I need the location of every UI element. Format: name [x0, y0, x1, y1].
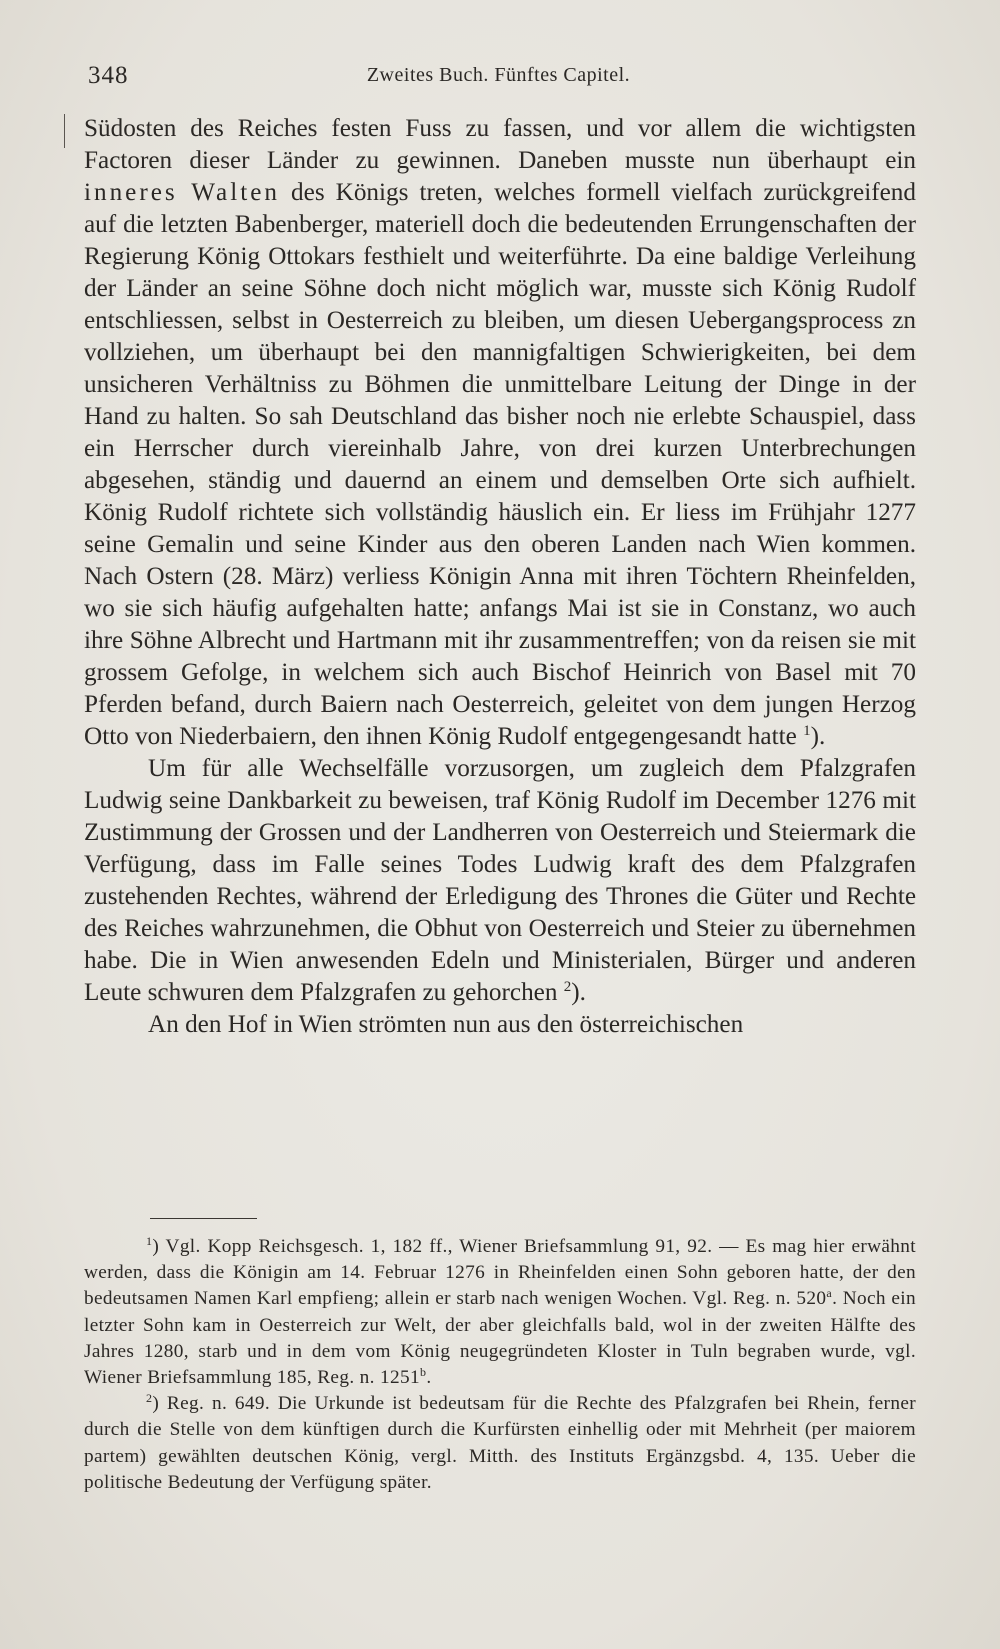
footnote-1-sup-a: a	[826, 1286, 833, 1301]
footnote-ref-2: 2	[563, 979, 572, 995]
footnote-1-sup-b: b	[419, 1365, 427, 1380]
footnote-2	[84, 1391, 916, 1496]
footnote-2-mark: 2	[146, 1391, 153, 1406]
paragraph-1	[84, 113, 916, 753]
spaced-emphasis: inneres Walten	[84, 179, 281, 206]
paragraph-3: An den Hof in Wien strömten nun aus den österreichischen	[148, 1011, 744, 1038]
paragraph-1-text-a: Südosten des Reiches festen Fuss zu fassen, und vor allem die wichtigsten Factoren dieser Länder zu gewinnen. Daneben musste nun überhaupt ein	[84, 115, 916, 174]
margin-mark	[64, 114, 65, 148]
footnote-divider	[150, 1218, 257, 1219]
footnote-1-end: .	[426, 1367, 432, 1389]
footnote-1-mark: 1	[146, 1234, 153, 1248]
paragraph-1-text-b: des Königs treten, welches formell vielfach zurückgreifend auf die letzten Babenberger, materiell doch die bedeutenden Errungenschaften der Regierung König Ottokars festhielt und weiterführte. Da eine baldige Verleihung der Länder an seine Söhne doch nicht möglich war, musste sich König Rudolf entschliessen, selbst in Oesterreich zu bleiben, um diesen Uebergangsprocess zn vollziehen, um überhaupt bei den mannigfaltigen Schwierigkeiten, bei dem unsicheren Verhältniss zu Böhmen die unmittelbare Leitung der Dinge in der Hand zu halten. So sah Deutschland das bisher noch nie erlebte Schauspiel, dass ein Herrscher durch viereinhalb Jahre, von drei kurzen Unterbrechungen abgesehen, ständig und dauernd an einem und demselben Orte sich aufhielt. König Rudolf richtete sich vollständig häuslich ein. Er liess im Frühjahr 1277 seine Gemalin und seine Kinder aus den oberen Landen nach Wien kommen. Nach Ostern (28. März) verliess Königin Anna mit ihren Töchtern Rheinfelden, wo sie sich häufig aufgehalten hatte; anfangs Mai ist sie in Constanz, wo auch ihre Söhne Albrecht und Hartmann mit ihr zusammentreffen; von da reisen sie mit grossem Gefolge, in welchem sich auch Bischof Heinrich von Basel mit 70 Pferden befand, durch Baiern nach Oesterreich, geleitet von dem jungen Herzog Otto von Niederbaiern, den ihnen König Rudolf entgegengesandt hatte	[84, 179, 916, 750]
paragraph-1-end: ).	[810, 723, 826, 750]
footnotes	[84, 1234, 916, 1496]
running-head: Zweites Buch. Fünftes Capitel.	[366, 64, 631, 86]
main-text	[84, 113, 916, 1041]
footnote-1	[84, 1234, 916, 1391]
page-number: 348	[88, 62, 129, 89]
footnote-2-text: ) Reg. n. 649. Die Urkunde ist bedeutsam für die Rechte des Pfalzgrafen bei Rhein, ferner durch die Stelle von dem künftigen durch die Kurfürsten einhellig oder mit Mehrheit (per maiorem partem) gewählten deutschen König, vergl. Mitth. des Instituts Ergänzgsbd. 4, 135. Ueber die politische Bedeutung der Verfügung später.	[84, 1393, 916, 1493]
page-header	[82, 60, 915, 96]
footnote-1-text-a: ) Vgl. Kopp Reichsgesch. 1, 182 ff., Wiener Briefsammlung 91, 92. — Es mag hier erwähnt werden, dass die Königin am 14. Februar 1276 in Rheinfelden einen Sohn geboren hatte, der den bedeutsamen Namen Karl empfieng; allein er starb nach wenigen Wochen. Vgl. Reg. n. 520	[84, 1236, 916, 1310]
footnote-1-text-b: . Noch ein letzter Sohn kam in Oesterreich zur Welt, der aber gleichfalls bald, wol in der zweiten Hälfte des Jahres 1280, starb und in dem vom König neugegründeten Kloster in Tuln begraben wurde, vgl. Wiener Briefsammlung 185, Reg. n. 1251	[84, 1288, 916, 1389]
paragraph-2	[84, 753, 916, 1009]
paragraph-2-end: ).	[571, 979, 586, 1006]
footnote-ref-1: 1	[803, 723, 811, 739]
paragraph-2-text: Um für alle Wechselfälle vorzusorgen, um zugleich dem Pfalzgrafen Ludwig seine Dankbarkeit zu beweisen, traf König Rudolf im December 1276 mit Zustimmung der Grossen und der Landherren von Oesterreich und Steiermark die Verfügung, dass im Falle seines Todes Ludwig kraft des dem Pfalzgrafen zustehenden Rechtes, während der Erledigung des Thrones die Güter und Rechte des Reiches wahrzunehmen, die Obhut von Oesterreich und Steier zu übernehmen habe. Die in Wien anwesenden Edeln und Ministerialen, Bürger und anderen Leute schwuren dem Pfalzgrafen zu gehorchen	[84, 755, 916, 1006]
